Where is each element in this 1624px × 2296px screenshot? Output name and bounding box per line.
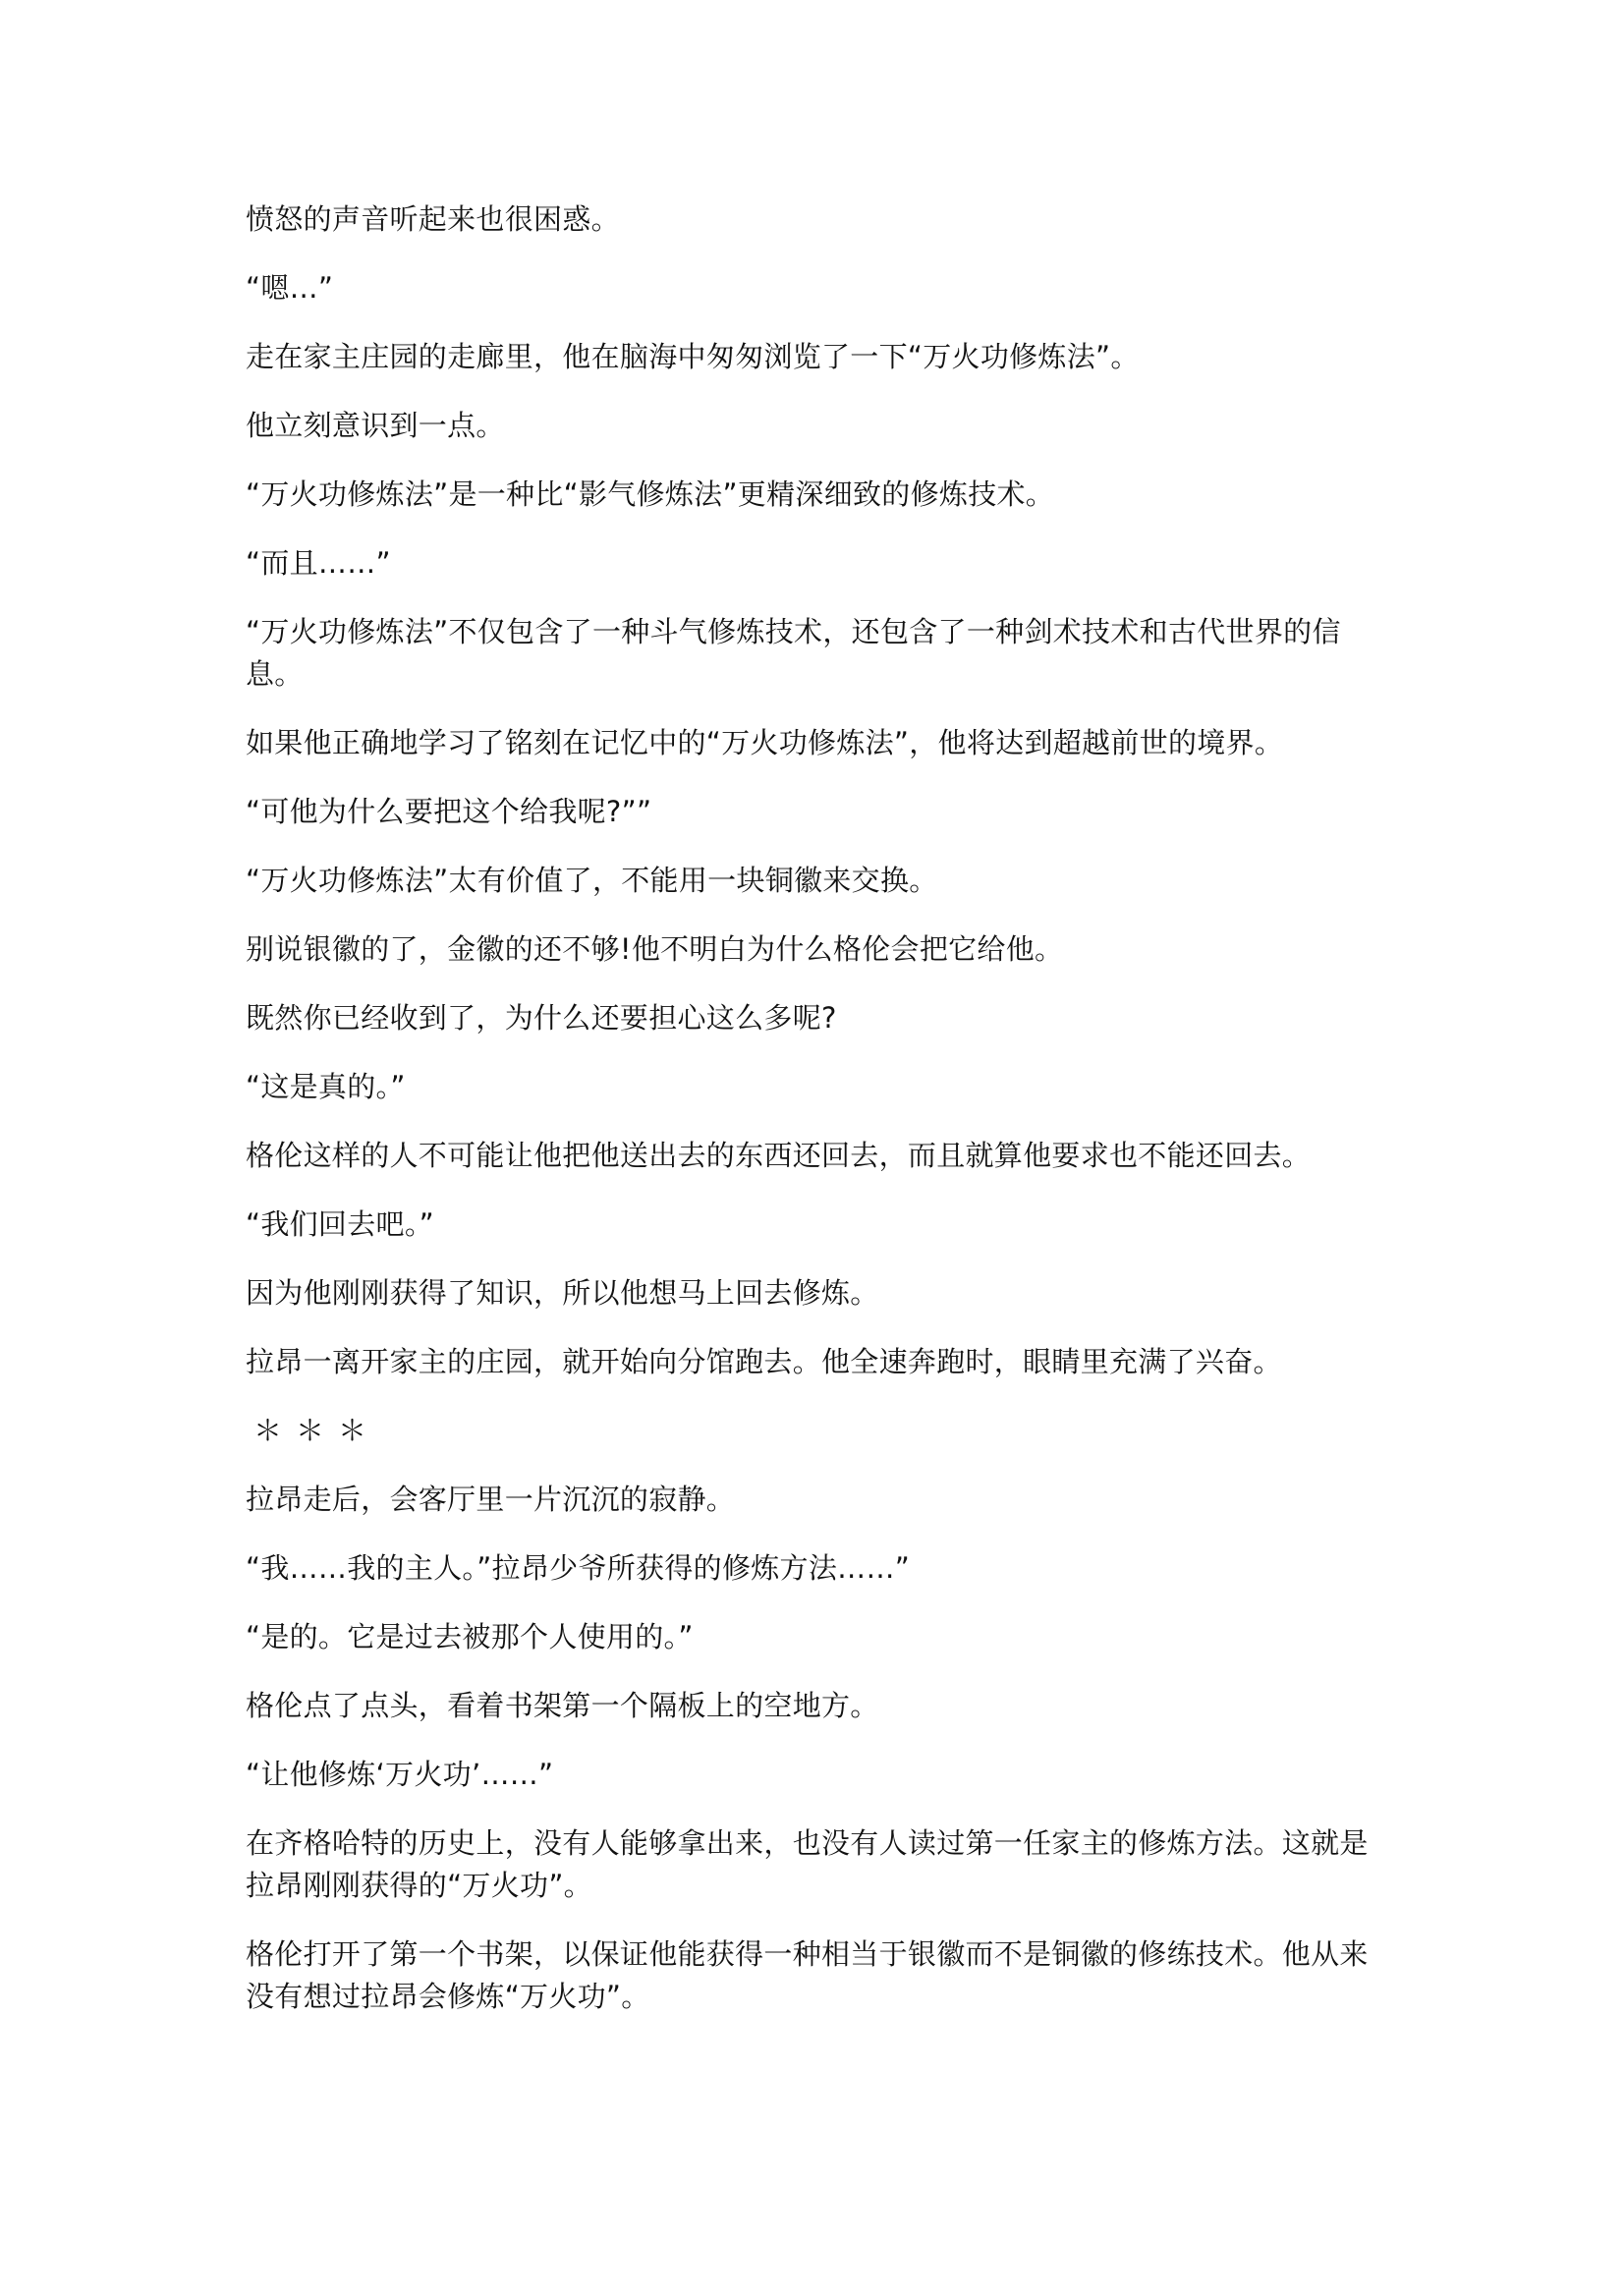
paragraph-2: “嗯…” [246, 271, 334, 305]
paragraph-23: “让他修炼‘万火功’……” [246, 1758, 554, 1791]
paragraph-16: 因为他刚刚获得了知识，所以他想马上回去修炼。 [246, 1276, 879, 1310]
paragraph-7: “万火功修炼法”不仅包含了一种斗气修炼技术，还包含了一种剑术技术和古代世界的信息。 [246, 615, 1341, 691]
paragraph-19: 拉昂走后，会客厅里一片沉沉的寂静。 [246, 1483, 736, 1516]
paragraph-10: “万火功修炼法”太有价值了，不能用一块铜徽来交换。 [246, 864, 938, 897]
paragraph-24: 在齐格哈特的历史上，没有人能够拿出来，也没有人读过第一任家主的修炼方法。这就是拉昂刚刚获得的“万火功”。 [246, 1826, 1369, 1902]
paragraph-8: 如果他正确地学习了铭刻在记忆中的“万火功修炼法”，他将达到超越前世的境界。 [246, 726, 1284, 759]
paragraph-17: 拉昂一离开家主的庄园，就开始向分馆跑去。他全速奔跑时，眼睛里充满了兴奋。 [246, 1345, 1282, 1378]
paragraph-1: 愤怒的声音听起来也很困惑。 [246, 202, 620, 236]
paragraph-14: 格伦这样的人不可能让他把他送出去的东西还回去，而且就算他要求也不能还回去。 [246, 1139, 1312, 1172]
paragraph-6: “而且……” [246, 546, 391, 580]
paragraph-12: 既然你已经收到了，为什么还要担心这么多呢? [246, 1001, 837, 1035]
paragraph-13: “这是真的。” [246, 1070, 406, 1103]
paragraph-15: “我们回去吧。” [246, 1207, 434, 1241]
paragraph-22: 格伦点了点头，看着书架第一个隔板上的空地方。 [246, 1689, 879, 1722]
paragraph-20: “我……我的主人。”拉昂少爷所获得的修炼方法……” [246, 1551, 911, 1585]
paragraph-25: 格伦打开了第一个书架，以保证他能获得一种相当于银徽而不是铜徽的修练技术。他从来没有想过拉昂会修炼“万火功”。 [246, 1937, 1369, 2013]
paragraph-9: “可他为什么要把这个给我呢?”” [246, 795, 652, 828]
paragraph-21: “是的。它是过去被那个人使用的。” [246, 1620, 694, 1653]
paragraph-5: “万火功修炼法”是一种比“影气修炼法”更精深细致的修炼技术。 [246, 477, 1055, 511]
paragraph-3: 走在家主庄园的走廊里，他在脑海中匆匆浏览了一下“万火功修炼法”。 [246, 340, 1140, 373]
paragraph-11: 别说银徽的了，金徽的还不够!他不明白为什么格伦会把它给他。 [246, 932, 1064, 966]
paragraph-4: 他立刻意识到一点。 [246, 409, 505, 442]
scene-break: ＊＊＊ [253, 1414, 381, 1447]
document-body [246, 198, 1390, 2044]
